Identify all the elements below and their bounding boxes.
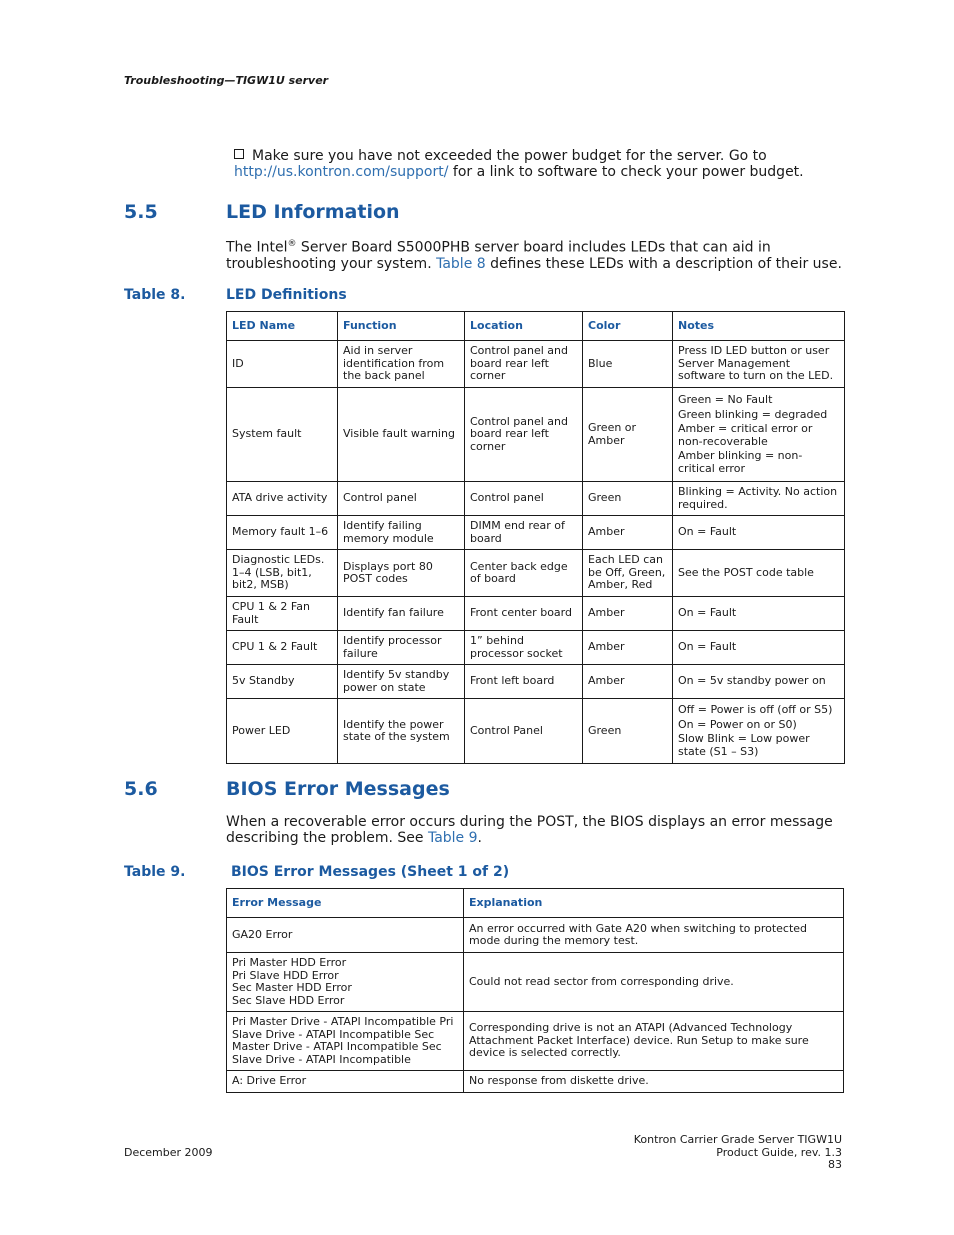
cell-led-name: ATA drive activity <box>227 482 338 516</box>
cell-notes <box>673 550 845 597</box>
para-text: defines these LEDs with a description of their use. <box>485 255 842 272</box>
cell-location: DIMM end rear of board <box>465 516 583 550</box>
running-head: Troubleshooting—TIGW1U server <box>124 74 329 87</box>
note-line: Amber = critical error or non-recoverable <box>678 422 813 448</box>
note-line: On = Fault <box>678 525 737 539</box>
cell-led-name: Power LED <box>227 699 338 764</box>
cell-location: Control panel and board rear left corner <box>465 388 583 482</box>
section-number-5-6: 5.6 <box>124 778 158 800</box>
cell-location: Center back edge of board <box>465 550 583 597</box>
cell-error-message: Pri Master Drive - ATAPI Incompatible Pri Slave Drive - ATAPI Incompatible Sec Master Drive - ATAPI Incompatible Sec Slave Drive - ATAPI Incompatible <box>227 1012 464 1071</box>
cell-color: Amber <box>583 597 673 631</box>
cell-notes <box>673 597 845 631</box>
section-title-led-information: LED Information <box>226 201 400 223</box>
table-8-label: Table 8. <box>124 287 186 303</box>
cell-color: Green <box>583 699 673 764</box>
note-line: See the POST code table <box>678 565 814 579</box>
cell-color: Each LED can be Off, Green, Amber, Red <box>583 550 673 597</box>
cell-function: Identify processor failure <box>338 631 465 665</box>
note-line: Press ID LED button or user Server Management software to turn on the LED. <box>678 344 834 383</box>
bios-error-messages-table <box>226 888 844 1093</box>
footer-date: December 2009 <box>124 1146 213 1159</box>
cell-notes <box>673 482 845 516</box>
header-location: Location <box>465 312 583 341</box>
cell-color: Amber <box>583 516 673 550</box>
table-header-row <box>227 312 845 341</box>
header-error-message: Error Message <box>227 889 464 918</box>
bullet-text-end: for a link to software to check your power budget. <box>448 164 804 180</box>
para-text: The Intel <box>226 239 288 256</box>
bios-error-row <box>227 1012 844 1071</box>
section-title-bios-error-messages: BIOS Error Messages <box>226 778 450 800</box>
bios-error-row <box>227 953 844 1012</box>
cell-location: Front center board <box>465 597 583 631</box>
note-line: On = Fault <box>678 606 737 620</box>
led-table-row <box>227 665 845 699</box>
led-table-row <box>227 699 845 764</box>
cell-color: Amber <box>583 665 673 699</box>
cell-led-name: ID <box>227 341 338 388</box>
cell-led-name: Memory fault 1–6 <box>227 516 338 550</box>
note-line: Green blinking = degraded <box>678 407 828 421</box>
cell-function: Identify 5v standby power on state <box>338 665 465 699</box>
footer-product: Kontron Carrier Grade Server TIGW1U <box>633 1133 842 1146</box>
cell-error-message: GA20 Error <box>227 918 464 953</box>
cell-notes <box>673 516 845 550</box>
cell-led-name: Diagnostic LEDs. 1–4 (LSB, bit1, bit2, MSB) <box>227 550 338 597</box>
table-9-link[interactable]: Table 9 <box>427 830 478 846</box>
note-line: On = 5v standby power on <box>678 674 826 688</box>
cell-explanation: Corresponding drive is not an ATAPI (Advanced Technology Attachment Packet Interface) device. Run Setup to make sure device is selected correctly. <box>464 1012 844 1071</box>
checkbox-bullet-icon <box>234 149 244 159</box>
cell-color: Blue <box>583 341 673 388</box>
cell-location: Control panel <box>465 482 583 516</box>
cell-explanation: An error occurred with Gate A20 when switching to protected mode during the memory test. <box>464 918 844 953</box>
cell-function: Identify failing memory module <box>338 516 465 550</box>
cell-error-message: A: Drive Error <box>227 1071 464 1093</box>
footer-product-block <box>634 1134 842 1172</box>
cell-function: Identify fan failure <box>338 597 465 631</box>
note-line: Blinking = Activity. No action required. <box>678 485 838 511</box>
cell-function: Visible fault warning <box>338 388 465 482</box>
note-line: Off = Power is off (off or S5) <box>678 703 833 716</box>
table-8-link[interactable]: Table 8 <box>436 255 486 272</box>
note-line: On = Power on or S0) <box>678 717 797 731</box>
bios-error-row <box>227 1071 844 1093</box>
table-header-row <box>227 889 844 918</box>
header-explanation: Explanation <box>464 889 844 918</box>
cell-function: Identify the power state of the system <box>338 699 465 764</box>
led-table-row <box>227 516 845 550</box>
cell-notes <box>673 699 845 764</box>
cell-error-message: Pri Master HDD Error Pri Slave HDD Error Sec Master HDD Error Sec Slave HDD Error <box>227 953 464 1012</box>
header-color: Color <box>583 312 673 341</box>
led-table-row <box>227 631 845 665</box>
note-line: Slow Blink = Low power state (S1 – S3) <box>678 732 810 758</box>
table-8-title: LED Definitions <box>226 287 347 303</box>
note-line: On = Fault <box>678 640 737 654</box>
led-table-row <box>227 550 845 597</box>
table-9-label: Table 9. <box>124 864 186 880</box>
cell-function: Displays port 80 POST codes <box>338 550 465 597</box>
header-led-name: LED Name <box>227 312 338 341</box>
cell-color: Green <box>583 482 673 516</box>
cell-notes <box>673 631 845 665</box>
para-text: Server Board S5000PHB server board includes LEDs that can aid in troubleshooting your system. <box>226 239 771 272</box>
led-table-row <box>227 482 845 516</box>
bullet-text-start: Make sure you have not exceeded the power budget for the server. Go to <box>252 148 767 164</box>
cell-function: Aid in server identification from the back panel <box>338 341 465 388</box>
cell-notes <box>673 341 845 388</box>
bios-intro-paragraph <box>226 814 846 846</box>
cell-led-name: CPU 1 & 2 Fan Fault <box>227 597 338 631</box>
header-function: Function <box>338 312 465 341</box>
registered-mark: ® <box>287 239 297 249</box>
led-table-row <box>227 597 845 631</box>
cell-led-name: CPU 1 & 2 Fault <box>227 631 338 665</box>
cell-location: Control Panel <box>465 699 583 764</box>
para-text: When a recoverable error occurs during the POST, the BIOS displays an error message describing the problem. See <box>226 814 833 846</box>
led-table-row <box>227 341 845 388</box>
cell-location: Control panel and board rear left corner <box>465 341 583 388</box>
cell-led-name: System fault <box>227 388 338 482</box>
note-line: Amber blinking = non-critical error <box>678 449 803 475</box>
power-budget-bullet <box>234 148 844 180</box>
footer-guide: Product Guide, rev. 1.3 <box>716 1145 842 1159</box>
header-notes: Notes <box>673 312 845 341</box>
cell-color: Green or Amber <box>583 388 673 482</box>
section-number-5-5: 5.5 <box>124 201 158 223</box>
cell-notes <box>673 388 845 482</box>
bios-error-row <box>227 918 844 953</box>
kontron-support-link[interactable]: http://us.kontron.com/support/ <box>234 164 449 180</box>
led-table-row <box>227 388 845 482</box>
para-text: . <box>477 830 482 846</box>
footer-page-number: 83 <box>828 1158 842 1171</box>
cell-function: Control panel <box>338 482 465 516</box>
cell-location: Front left board <box>465 665 583 699</box>
table-9-title: BIOS Error Messages (Sheet 1 of 2) <box>231 864 510 880</box>
led-definitions-table <box>226 311 845 764</box>
cell-location: 1” behind processor socket <box>465 631 583 665</box>
cell-led-name: 5v Standby <box>227 665 338 699</box>
note-line: Green = No Fault <box>678 393 773 406</box>
cell-notes <box>673 665 845 699</box>
cell-color: Amber <box>583 631 673 665</box>
cell-explanation: No response from diskette drive. <box>464 1071 844 1093</box>
led-intro-paragraph <box>226 236 846 272</box>
cell-explanation: Could not read sector from corresponding drive. <box>464 953 844 1012</box>
